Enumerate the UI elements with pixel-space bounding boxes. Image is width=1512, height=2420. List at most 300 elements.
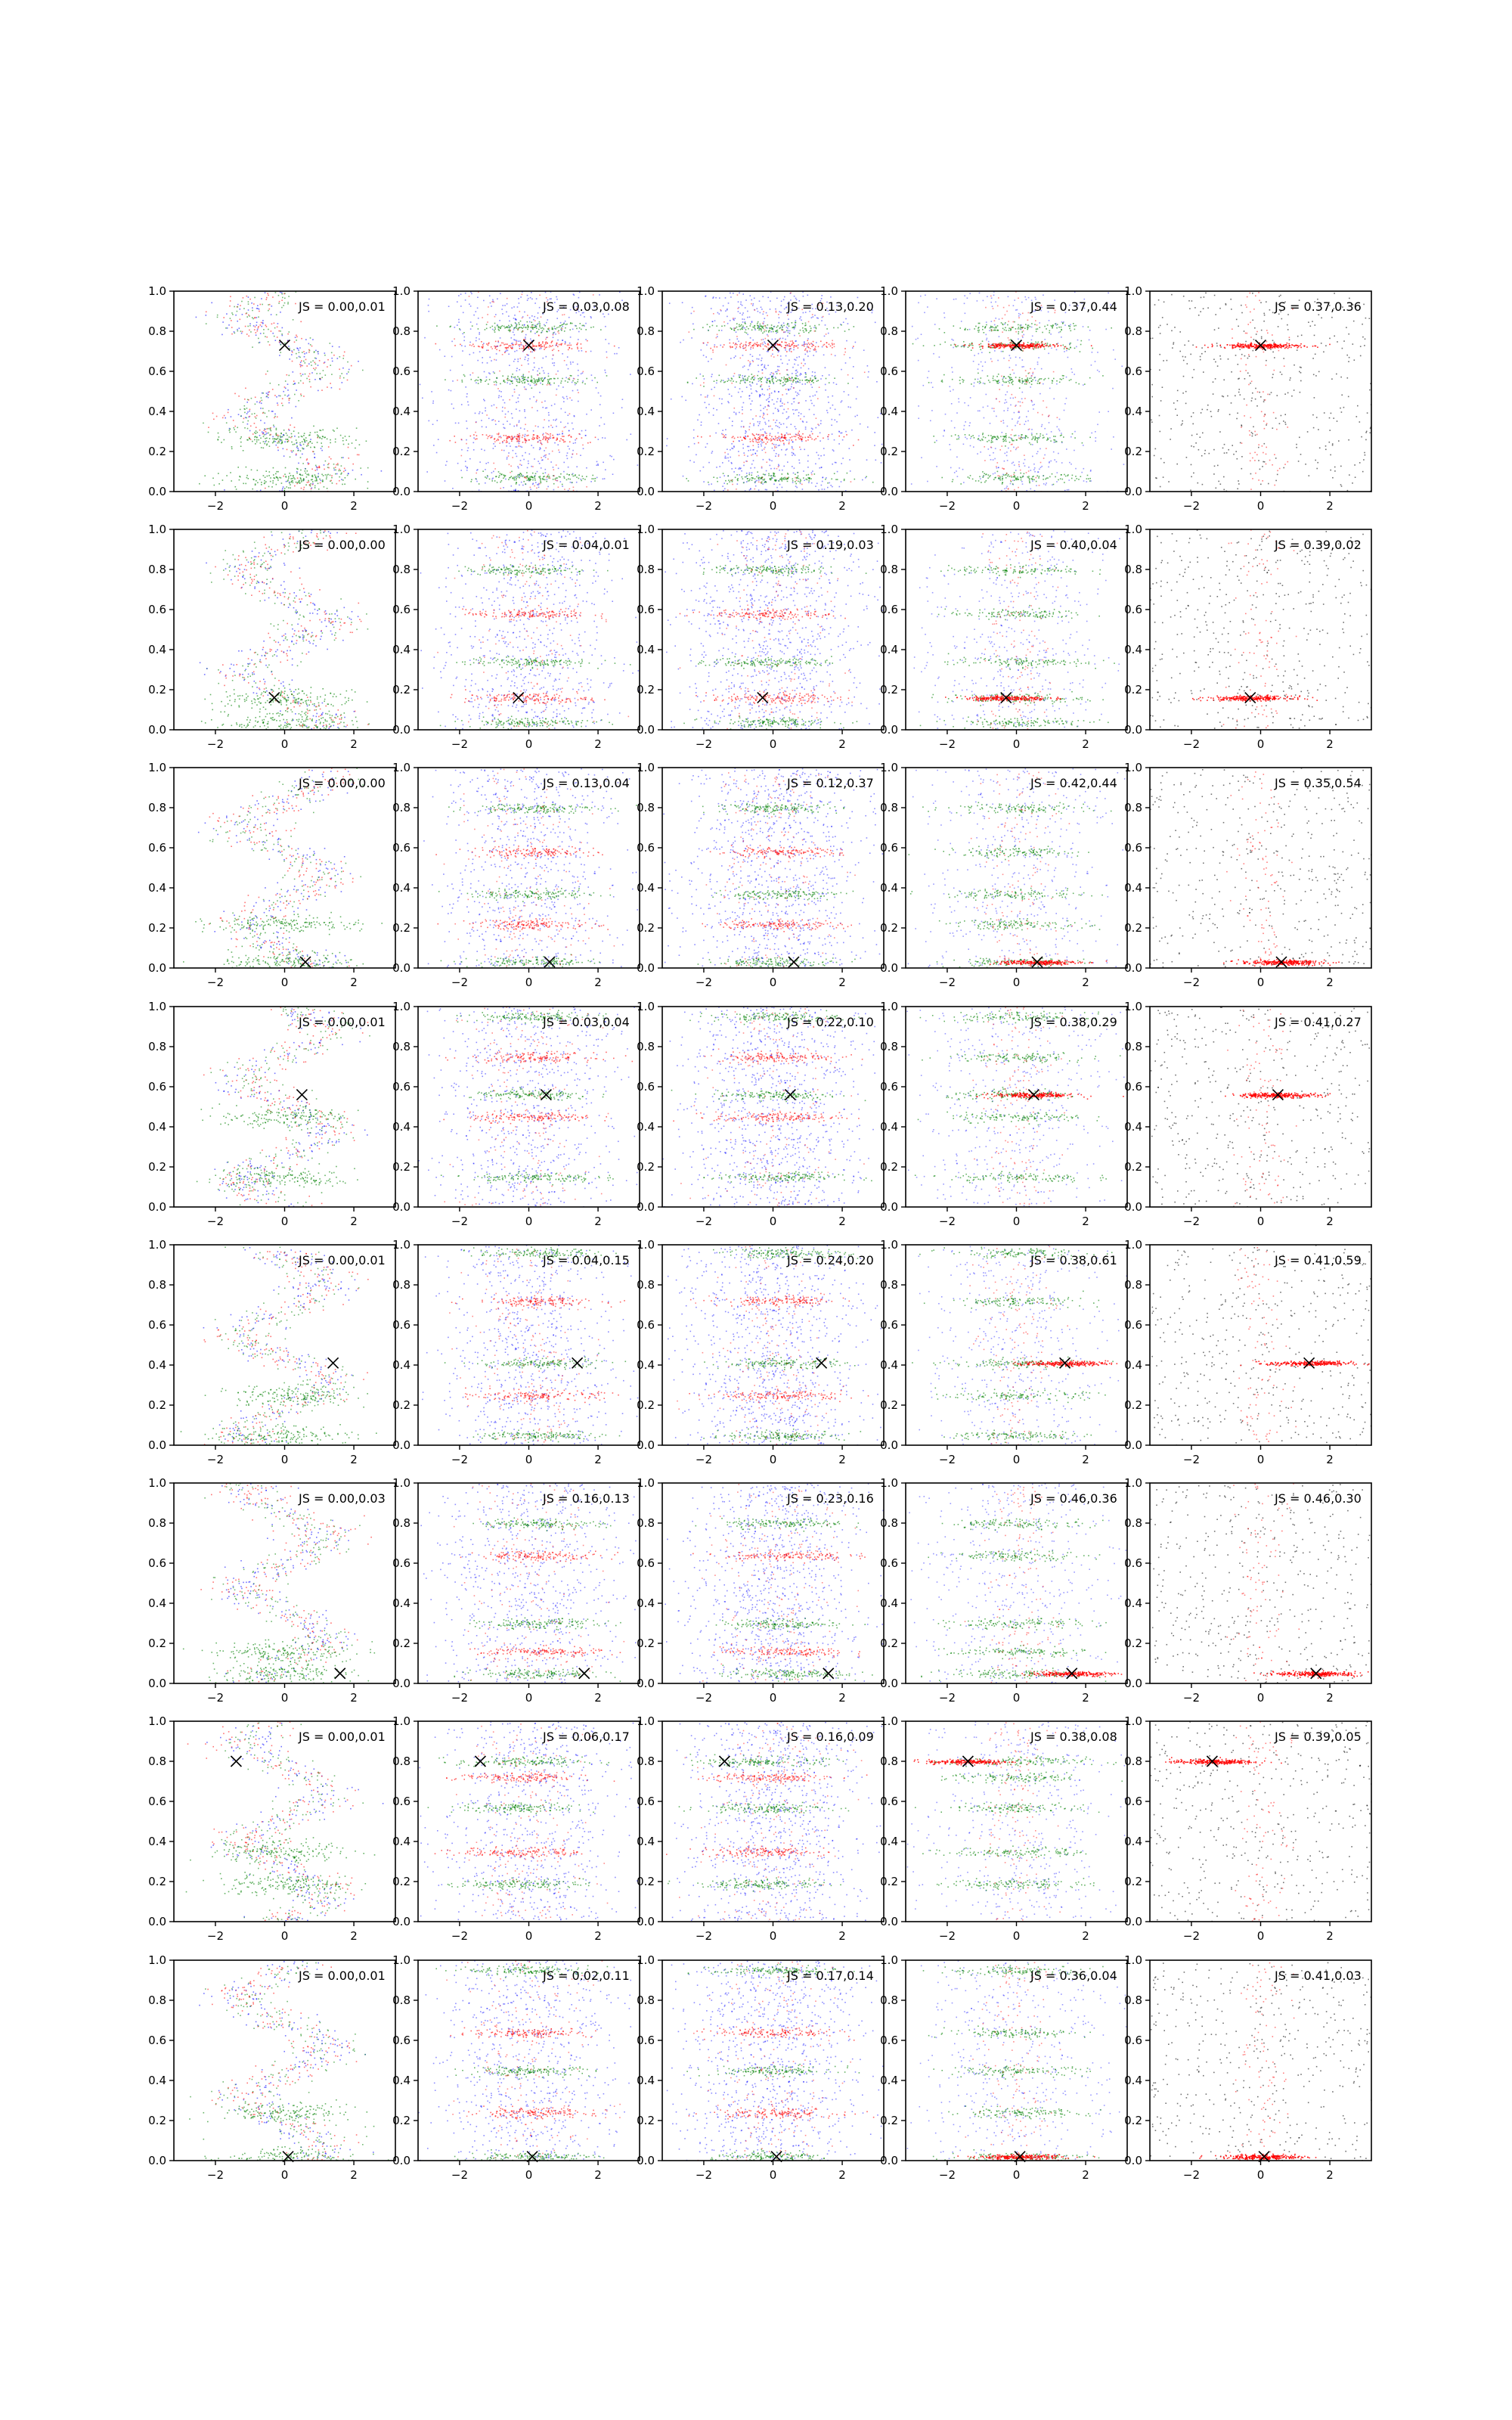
- scatter-point: [285, 439, 287, 440]
- scatter-point: [435, 343, 437, 345]
- scatter-point: [488, 418, 490, 420]
- scatter-point: [303, 489, 305, 491]
- scatter-point: [761, 384, 763, 386]
- scatter-point: [530, 385, 531, 386]
- scatter-point: [570, 361, 572, 363]
- scatter-point: [786, 393, 788, 395]
- scatter-point: [1090, 480, 1092, 482]
- scatter-point: [955, 434, 956, 436]
- scatter-point: [767, 414, 768, 415]
- scatter-point: [478, 318, 479, 319]
- scatter-point: [542, 380, 544, 382]
- scatter-point: [611, 456, 612, 458]
- scatter-point: [260, 438, 262, 439]
- scatter-point: [284, 435, 285, 436]
- scatter-point: [1061, 433, 1062, 434]
- scatter-point: [500, 396, 502, 398]
- scatter-point: [773, 444, 775, 445]
- scatter-point: [681, 396, 683, 398]
- scatter-point: [549, 453, 550, 455]
- scatter-point: [742, 448, 744, 449]
- scatter-point: [798, 412, 800, 414]
- scatter-point: [521, 474, 522, 476]
- scatter-point: [750, 449, 751, 451]
- scatter-point: [750, 295, 751, 296]
- scatter-point: [565, 324, 567, 325]
- scatter-point: [772, 349, 773, 351]
- scatter-point: [767, 442, 768, 443]
- scatter-point: [739, 474, 740, 476]
- scatter-point: [715, 433, 717, 434]
- scatter-point: [1027, 420, 1029, 422]
- scatter-point: [604, 316, 606, 318]
- scatter-point: [779, 373, 781, 374]
- scatter-point: [807, 467, 809, 468]
- scatter-point: [1092, 352, 1093, 353]
- scatter-point: [545, 339, 547, 340]
- scatter-point: [544, 436, 545, 438]
- scatter-point: [994, 458, 996, 460]
- scatter-point: [485, 476, 486, 478]
- scatter-point: [990, 302, 992, 303]
- scatter-point: [771, 461, 773, 462]
- scatter-point: [594, 377, 596, 379]
- scatter-point: [952, 481, 953, 482]
- scatter-point: [252, 346, 253, 348]
- scatter-point: [705, 402, 706, 404]
- scatter-point: [785, 355, 787, 357]
- scatter-point: [287, 374, 288, 376]
- scatter-point: [494, 348, 496, 349]
- scatter-point: [586, 486, 587, 488]
- scatter-point: [791, 439, 792, 441]
- scatter-point: [521, 482, 522, 483]
- scatter-point: [264, 423, 265, 424]
- scatter-point: [692, 324, 694, 325]
- scatter-point: [753, 445, 754, 446]
- scatter-point: [461, 449, 463, 451]
- scatter-point: [518, 436, 519, 437]
- scatter-point: [761, 482, 763, 483]
- scatter-point: [465, 461, 466, 462]
- scatter-point: [1009, 476, 1011, 477]
- scatter-point: [229, 306, 231, 307]
- scatter-point: [550, 345, 551, 346]
- scatter-point: [713, 476, 714, 478]
- scatter-point: [258, 316, 259, 318]
- scatter-point: [541, 379, 542, 380]
- scatter-point: [778, 438, 779, 439]
- scatter-point: [978, 411, 979, 412]
- scatter-point: [790, 437, 792, 439]
- scatter-point: [498, 397, 500, 399]
- scatter-point: [930, 420, 931, 422]
- scatter-point: [808, 437, 810, 439]
- scatter-point: [301, 488, 302, 489]
- scatter-point: [569, 377, 571, 379]
- scatter-point: [287, 334, 289, 335]
- scatter-point: [813, 349, 815, 351]
- scatter-point: [711, 374, 713, 375]
- scatter-point: [723, 306, 724, 307]
- scatter-point: [263, 433, 265, 434]
- scatter-point: [254, 432, 256, 433]
- scatter-point: [519, 327, 521, 328]
- scatter-point: [355, 479, 356, 480]
- scatter-point: [772, 354, 773, 355]
- scatter-point: [259, 430, 261, 431]
- scatter-point: [783, 325, 785, 327]
- scatter-point: [762, 343, 764, 344]
- scatter-point: [1098, 371, 1100, 373]
- scatter-point: [531, 299, 533, 300]
- scatter-point: [1058, 332, 1060, 334]
- scatter-point: [795, 325, 796, 327]
- scatter-point: [262, 304, 263, 306]
- scatter-point: [519, 340, 521, 342]
- scatter-point: [777, 399, 779, 400]
- scatter-point: [785, 379, 786, 380]
- scatter-point: [483, 300, 485, 302]
- scatter-point: [339, 369, 340, 371]
- scatter-point: [770, 374, 771, 376]
- scatter-point: [581, 437, 583, 439]
- scatter-point: [710, 348, 711, 349]
- scatter-point: [1032, 456, 1033, 458]
- scatter-point: [812, 386, 813, 388]
- scatter-point: [511, 380, 513, 382]
- scatter-point: [742, 380, 744, 381]
- scatter-point: [516, 319, 517, 321]
- scatter-point: [805, 374, 807, 375]
- scatter-point: [565, 427, 566, 428]
- scatter-point: [683, 340, 684, 341]
- scatter-point: [561, 324, 562, 326]
- scatter-point: [504, 327, 506, 329]
- scatter-point: [827, 436, 829, 438]
- scatter-point: [743, 345, 745, 346]
- scatter-point: [780, 312, 782, 313]
- scatter-point: [265, 413, 266, 414]
- scatter-point: [972, 479, 974, 480]
- scatter-point: [1033, 479, 1035, 481]
- scatter-point: [344, 352, 345, 353]
- scatter-point: [783, 322, 785, 324]
- scatter-point: [461, 380, 463, 381]
- scatter-point: [801, 441, 803, 442]
- scatter-point: [1043, 475, 1045, 476]
- scatter-point: [716, 383, 717, 384]
- scatter-point: [724, 325, 726, 327]
- scatter-point: [737, 338, 739, 340]
- scatter-point: [751, 347, 752, 349]
- scatter-point: [519, 436, 521, 437]
- scatter-point: [505, 475, 507, 476]
- scatter-point: [969, 425, 971, 427]
- scatter-point: [727, 309, 728, 310]
- scatter-point: [951, 436, 953, 437]
- scatter-point: [756, 433, 758, 435]
- scatter-point: [585, 339, 587, 340]
- scatter-point: [1034, 471, 1036, 473]
- scatter-point: [1003, 439, 1005, 440]
- scatter-point: [709, 326, 711, 327]
- scatter-point: [534, 383, 535, 384]
- scatter-point: [801, 484, 803, 486]
- scatter-point: [759, 328, 761, 330]
- scatter-point: [807, 439, 809, 441]
- scatter-point: [296, 473, 298, 474]
- scatter-point: [577, 381, 578, 383]
- scatter-point: [572, 399, 573, 401]
- scatter-point: [494, 480, 496, 482]
- scatter-point: [1097, 424, 1098, 426]
- scatter-point: [287, 396, 289, 397]
- scatter-point: [755, 453, 757, 455]
- scatter-point: [963, 444, 965, 445]
- scatter-point: [571, 375, 572, 377]
- scatter-point: [769, 330, 770, 331]
- scatter-point: [924, 312, 925, 314]
- scatter-point: [489, 357, 491, 358]
- scatter-point: [529, 318, 531, 319]
- scatter-point: [773, 378, 774, 380]
- scatter-point: [784, 435, 785, 436]
- scatter-point: [1055, 436, 1056, 437]
- scatter-point: [533, 483, 534, 485]
- scatter-point: [457, 380, 458, 381]
- scatter-point: [494, 441, 496, 442]
- scatter-point: [516, 425, 518, 427]
- scatter-point: [1031, 327, 1033, 328]
- scatter-point: [534, 385, 536, 386]
- scatter-point: [239, 479, 240, 481]
- scatter-point: [771, 436, 773, 438]
- scatter-point: [778, 466, 779, 467]
- scatter-point: [577, 389, 578, 391]
- scatter-point: [547, 442, 549, 443]
- scatter-point: [538, 487, 540, 489]
- scatter-point: [237, 329, 238, 330]
- scatter-point: [232, 314, 234, 315]
- scatter-point: [246, 475, 248, 476]
- scatter-point: [944, 317, 946, 318]
- scatter-point: [578, 478, 580, 479]
- scatter-point: [495, 424, 497, 425]
- scatter-point: [537, 410, 538, 411]
- scatter-point: [779, 345, 780, 346]
- scatter-point: [339, 480, 340, 482]
- scatter-point: [1010, 358, 1012, 359]
- scatter-point: [339, 389, 341, 390]
- scatter-point: [559, 440, 561, 442]
- scatter-point: [986, 321, 987, 323]
- scatter-point: [1018, 313, 1020, 315]
- scatter-point: [270, 429, 271, 430]
- scatter-point: [1014, 412, 1015, 414]
- scatter-point: [269, 304, 271, 306]
- scatter-point: [939, 356, 940, 358]
- scatter-point: [787, 327, 789, 329]
- scatter-point: [271, 306, 273, 307]
- scatter-point: [268, 441, 270, 442]
- scatter-point: [540, 442, 541, 444]
- scatter-point: [523, 459, 525, 461]
- scatter-point: [277, 442, 278, 444]
- scatter-point: [865, 477, 866, 479]
- scatter-point: [507, 382, 508, 383]
- scatter-point: [796, 357, 798, 358]
- scatter-point: [248, 315, 249, 316]
- scatter-point: [287, 383, 289, 385]
- scatter-point: [1013, 462, 1015, 464]
- scatter-point: [832, 464, 833, 465]
- scatter-point: [330, 365, 331, 366]
- scatter-point: [212, 478, 214, 479]
- scatter-point: [1075, 476, 1077, 477]
- scatter-point: [809, 351, 810, 352]
- scatter-point: [604, 370, 606, 371]
- scatter-point: [770, 475, 772, 476]
- scatter-point: [614, 353, 615, 355]
- scatter-point: [739, 467, 740, 469]
- scatter-point: [1064, 474, 1065, 476]
- scatter-point: [272, 333, 274, 334]
- scatter-point: [987, 338, 988, 340]
- scatter-point: [227, 327, 228, 329]
- scatter-point: [306, 378, 308, 380]
- scatter-point: [1012, 418, 1013, 420]
- scatter-point: [758, 365, 759, 366]
- scatter-point: [461, 439, 463, 440]
- scatter-point: [1070, 436, 1072, 438]
- scatter-point: [347, 361, 349, 363]
- scatter-point: [921, 457, 922, 458]
- scatter-point: [305, 470, 306, 472]
- scatter-point: [1047, 477, 1049, 479]
- scatter-point: [711, 389, 713, 390]
- scatter-point: [556, 296, 557, 298]
- scatter-point: [759, 421, 761, 423]
- scatter-point: [538, 461, 539, 462]
- scatter-point: [582, 373, 584, 374]
- scatter-point: [592, 475, 593, 476]
- scatter-point: [773, 413, 774, 414]
- scatter-point: [978, 364, 980, 365]
- scatter-point: [522, 375, 524, 377]
- scatter-point: [703, 386, 705, 387]
- scatter-point: [964, 402, 965, 404]
- scatter-point: [766, 330, 767, 332]
- scatter-point: [578, 297, 580, 299]
- scatter-point: [820, 423, 822, 424]
- scatter-point: [549, 330, 550, 332]
- scatter-point: [218, 433, 219, 434]
- scatter-point: [439, 349, 441, 351]
- scatter-point: [240, 416, 242, 417]
- scatter-point: [494, 330, 495, 331]
- scatter-point: [342, 440, 344, 442]
- scatter-point: [761, 330, 762, 332]
- scatter-point: [829, 382, 830, 383]
- scatter-point: [336, 464, 337, 466]
- scatter-point: [252, 310, 253, 312]
- scatter-point: [773, 483, 775, 485]
- scatter-point: [243, 483, 244, 485]
- scatter-point: [274, 439, 276, 440]
- scatter-point: [730, 457, 731, 458]
- scatter-point: [472, 344, 474, 346]
- scatter-point: [1029, 442, 1030, 444]
- scatter-point: [787, 364, 789, 365]
- scatter-point: [771, 324, 773, 326]
- scatter-point: [284, 298, 286, 299]
- scatter-point: [725, 297, 727, 299]
- scatter-point: [543, 473, 544, 474]
- scatter-point: [305, 484, 307, 486]
- scatter-point: [764, 447, 766, 448]
- scatter-point: [481, 420, 482, 421]
- scatter-point: [970, 475, 971, 476]
- scatter-point: [217, 315, 218, 316]
- scatter-point: [536, 384, 538, 386]
- scatter-point: [989, 330, 990, 331]
- scatter-point: [1058, 453, 1059, 455]
- scatter-point: [321, 480, 322, 482]
- scatter-point: [759, 300, 761, 302]
- scatter-point: [979, 439, 981, 441]
- scatter-point: [488, 349, 489, 351]
- scatter-point: [271, 486, 273, 488]
- scatter-point: [828, 333, 829, 334]
- scatter-point: [708, 404, 710, 405]
- scatter-point: [563, 401, 565, 402]
- scatter-point: [581, 374, 582, 375]
- scatter-point: [305, 468, 306, 470]
- scatter-point: [732, 420, 733, 422]
- scatter-point: [1021, 479, 1022, 481]
- y-tick-label: 0.8: [148, 324, 166, 338]
- scatter-point: [314, 474, 316, 476]
- scatter-point: [849, 448, 850, 449]
- scatter-point: [498, 396, 500, 397]
- scatter-point: [462, 350, 463, 352]
- scatter-point: [799, 462, 801, 464]
- scatter-point: [1067, 357, 1069, 358]
- scatter-point: [303, 435, 305, 436]
- scatter-point: [788, 389, 789, 391]
- scatter-point: [299, 356, 300, 358]
- scatter-point: [1088, 478, 1089, 479]
- scatter-point: [847, 383, 849, 384]
- scatter-point: [484, 400, 485, 402]
- panel-r1-c4: [880, 284, 1127, 513]
- scatter-point: [308, 352, 310, 353]
- scatter-point: [507, 458, 508, 460]
- scatter-point: [727, 458, 729, 459]
- scatter-point: [519, 422, 520, 424]
- scatter-point: [361, 474, 362, 476]
- scatter-point: [740, 302, 742, 303]
- scatter-point: [547, 440, 548, 442]
- scatter-point: [466, 396, 468, 398]
- scatter-point: [559, 327, 560, 328]
- scatter-point: [1087, 475, 1089, 476]
- scatter-point: [742, 420, 743, 422]
- scatter-point: [729, 481, 730, 482]
- scatter-point: [773, 420, 775, 421]
- scatter-point: [1032, 444, 1033, 445]
